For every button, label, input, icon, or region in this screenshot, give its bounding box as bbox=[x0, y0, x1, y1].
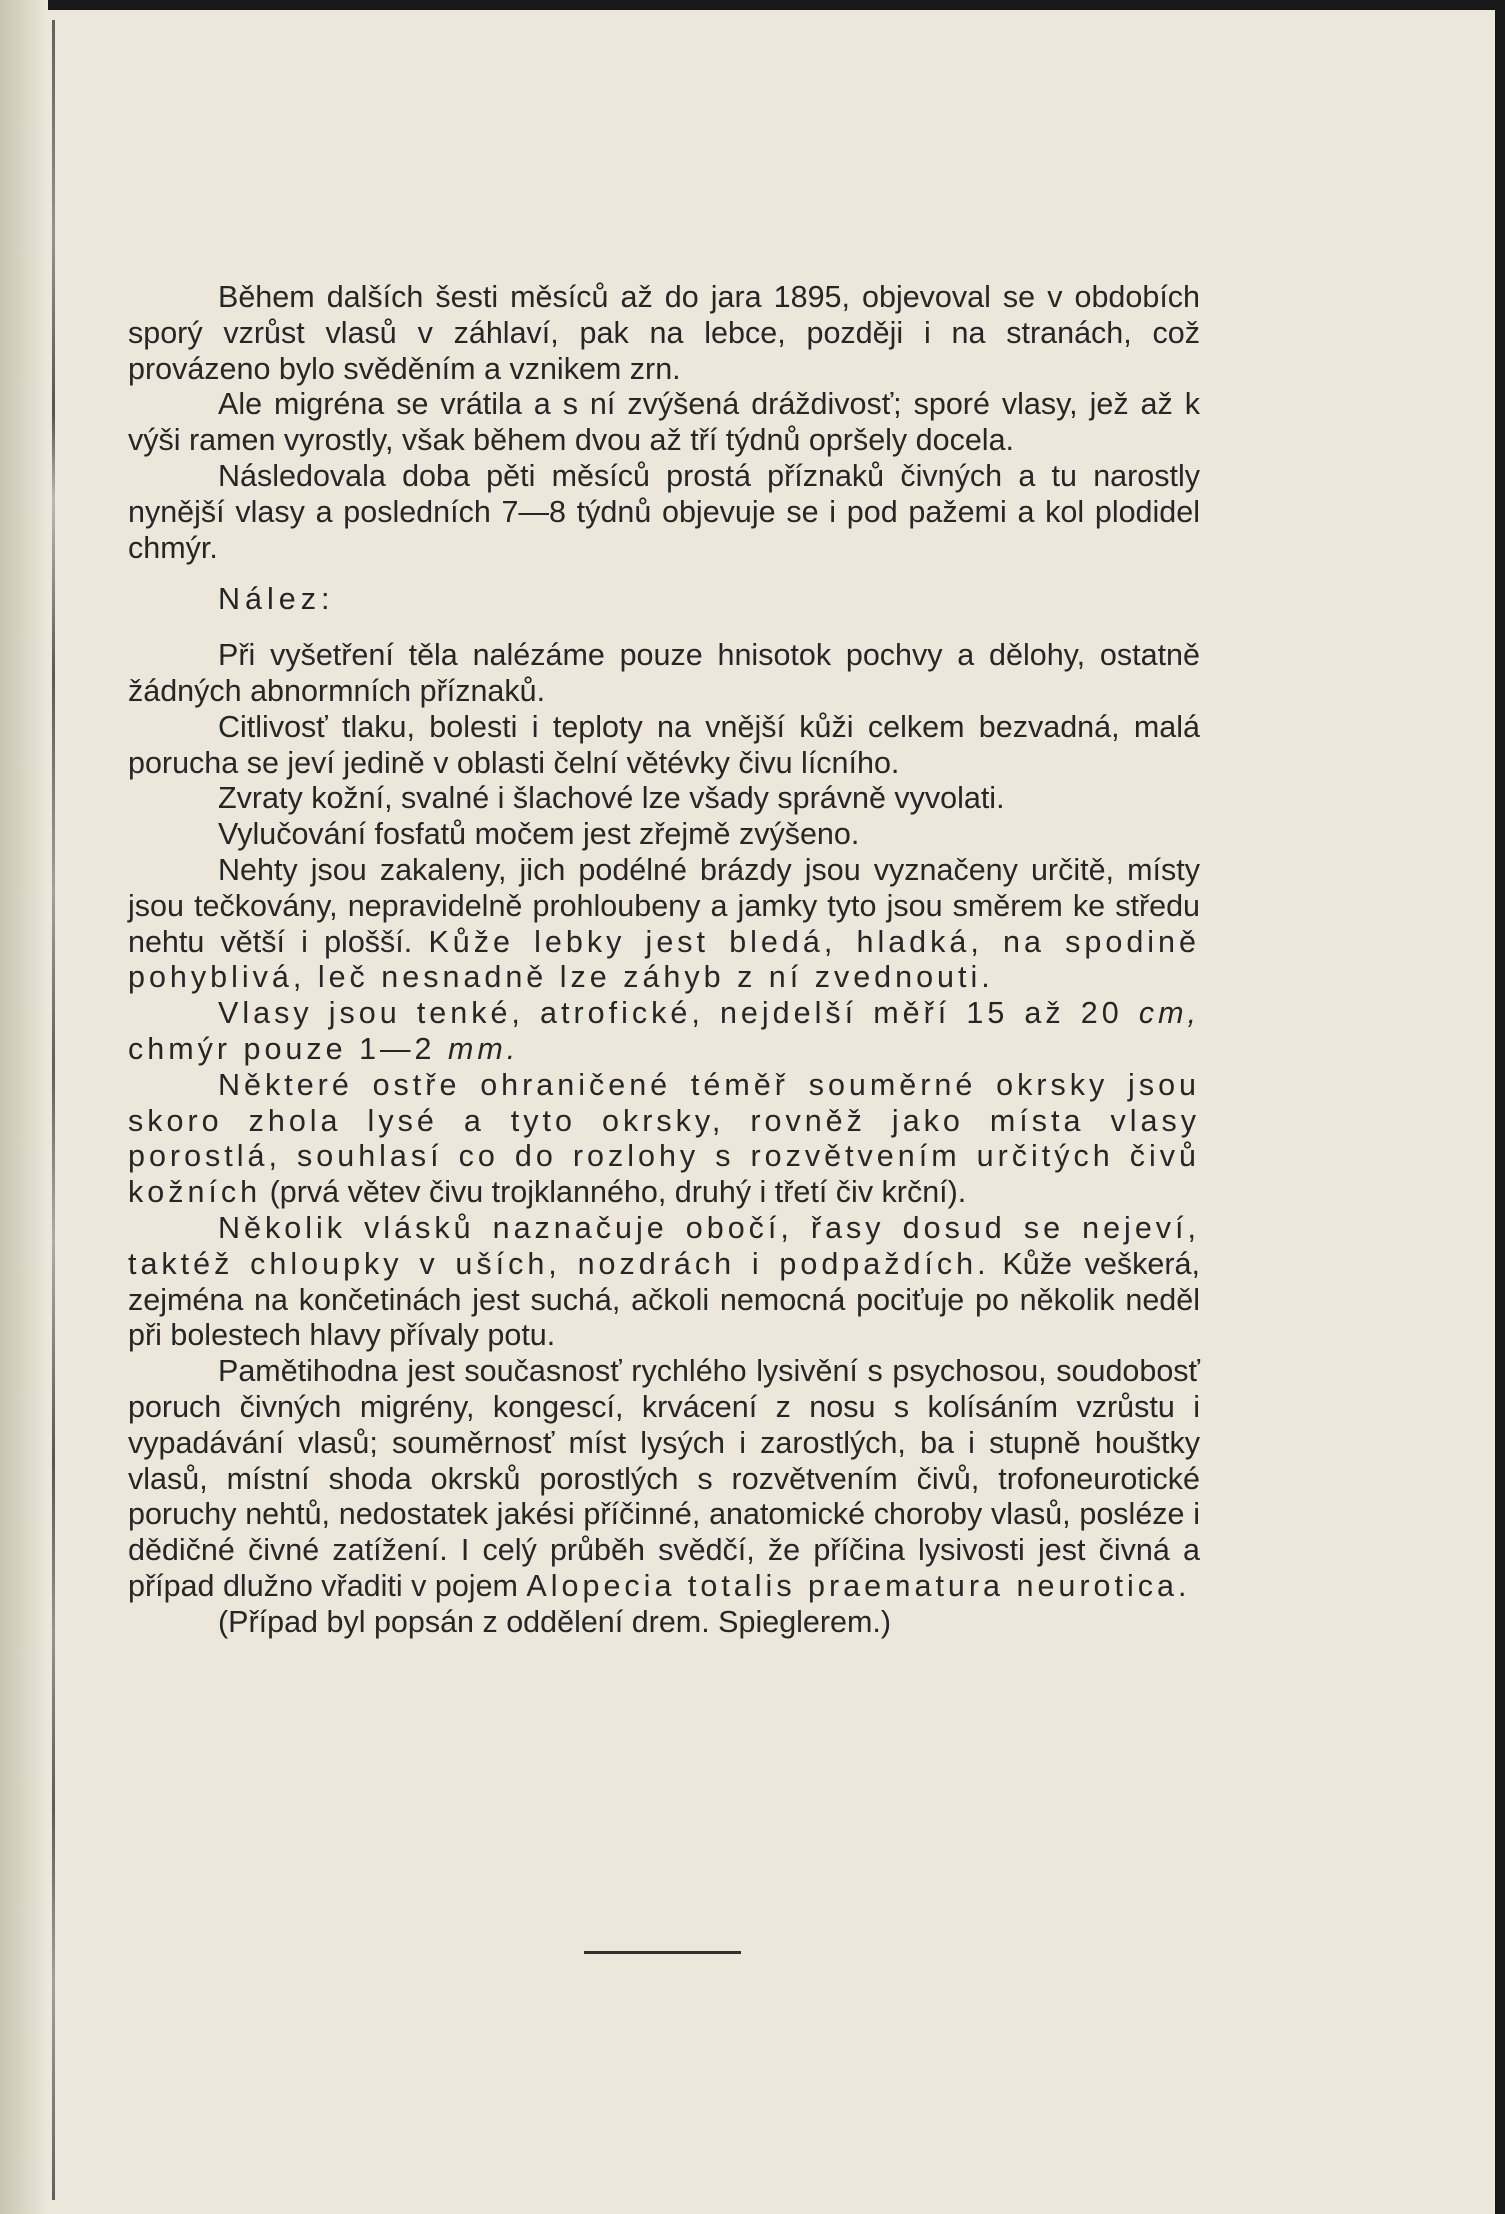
paragraph-intro-2: Ale migréna se vrátila a s ní zvýšená dráždivosť; sporé vlasy, jež až k výši ramen vyrostly, však během dvou až tří týdnů opršely docela. bbox=[128, 387, 1200, 458]
paragraph-nails bbox=[128, 853, 1200, 996]
conclusion-text: Pamětihodna jest současnosť rychlého lysivění s psychosou, soudobosť poruch čivných migrény, kongescí, krvácení z nosu s kolísáním vzrůstu i vypadávání vlasů; souměrnosť míst lysých i zarostlých, ba i stupně houštky vlasů, místní shoda okrsků porostlých s rozvětvením čivů, trofoneurotické poruchy nehtů, nedostatek jakési příčinné, anatomické choroby vlasů, posléze i dědičné čivné zatížení. I celý průběh svědčí, že příčina lysivosti jest čivná a případ dlužno vřaditi v pojem bbox=[128, 1354, 1200, 1603]
paragraph-brows bbox=[128, 1211, 1200, 1354]
hair-text-1: Vlasy jsou tenké, atrofické, nejdelší měří 15 až 20 bbox=[218, 996, 1123, 1031]
paragraph-conclusion bbox=[128, 1354, 1200, 1605]
areas-note: (prvá větev čivu trojklanného, druhý i třetí čiv krční). bbox=[269, 1175, 967, 1210]
book-binding-gutter bbox=[0, 0, 48, 2214]
brows-text: Několik vlásků naznačuje obočí, řasy dosud se nejeví, taktéž chloupky v uších, nozdrách i podpaždích. bbox=[128, 1210, 1200, 1281]
paragraph-findings-4: Vylučování fosfatů močem jest zřejmě zvýšeno. bbox=[218, 817, 860, 852]
paragraph-findings-3: Zvraty kožní, svalné i šlachové lze všady správně vyvolati. bbox=[218, 781, 1005, 816]
nails-text: Nehty jsou zakaleny, jich podélné brázdy jsou vyznačeny určitě, místy jsou tečkovány, nepravidelně prohloubeny a jamky tyto jsou směrem ke středu nehtu větší i plošší. bbox=[128, 852, 1200, 959]
scan-right-edge bbox=[1495, 0, 1505, 2214]
skin-text: Kůže veškerá, zejména na končetinách jest suchá, ačkoli nemocná pociťuje po několik neděl při bolestech hlavy přívaly potu. bbox=[128, 1246, 1200, 1353]
paragraph-intro-3: Následovala doba pěti měsíců prostá příznaků čivných a tu narostly nynější vlasy a posledních 7—8 týdnů objevuje se i pod pažemi a kol plodidel chmýr. bbox=[128, 458, 1200, 565]
paragraph-hair bbox=[128, 996, 1200, 1068]
binding-shadow-line bbox=[52, 20, 55, 2200]
scan-top-edge bbox=[0, 0, 1505, 10]
section-separator-rule bbox=[584, 1951, 741, 1954]
paragraph-areas bbox=[128, 1068, 1200, 1211]
section-heading-findings: Nález: bbox=[218, 582, 335, 617]
scalp-text: Kůže lebky jest bledá, hladká, na spodině pohyblivá, leč nesnadně lze záhyb z ní zvednouti. bbox=[128, 924, 1200, 995]
paragraph-findings-1: Při vyšetření těla nalézáme pouze hnisotok pochvy a dělohy, ostatně žádných abnormních příznaků. bbox=[128, 638, 1200, 708]
hair-text-2: chmýr pouze 1—2 bbox=[128, 1031, 436, 1066]
body-text bbox=[128, 280, 1200, 1640]
areas-text: Některé ostře ohraničené téměř souměrné okrsky jsou skoro zhola lysé a tyto okrsky, rovněž jako místa vlasy porostlá, souhlasí co do rozlohy s rozvětvením určitých čivů kožních bbox=[128, 1067, 1200, 1210]
diagnosis-text: Alopecia totalis praematura neurotica. bbox=[526, 1568, 1191, 1603]
hair-unit-cm: cm, bbox=[1138, 996, 1201, 1031]
paragraph-intro-1: Během dalších šesti měsíců až do jara 1895, objevoval se v obdobích sporý vzrůst vlasů v záhlaví, pak na lebce, později i na stranách, což provázeno bylo svěděním a vznikem zrn. bbox=[128, 280, 1200, 386]
hair-unit-mm: mm. bbox=[447, 1031, 520, 1066]
footnote: (Případ byl popsán z oddělení drem. Spieglerem.) bbox=[218, 1604, 892, 1639]
paragraph-findings-2: Citlivosť tlaku, bolesti i teploty na vnější kůži celkem bezvadná, malá porucha se jeví jedině v oblasti čelní větévky čivu lícního. bbox=[128, 709, 1200, 780]
